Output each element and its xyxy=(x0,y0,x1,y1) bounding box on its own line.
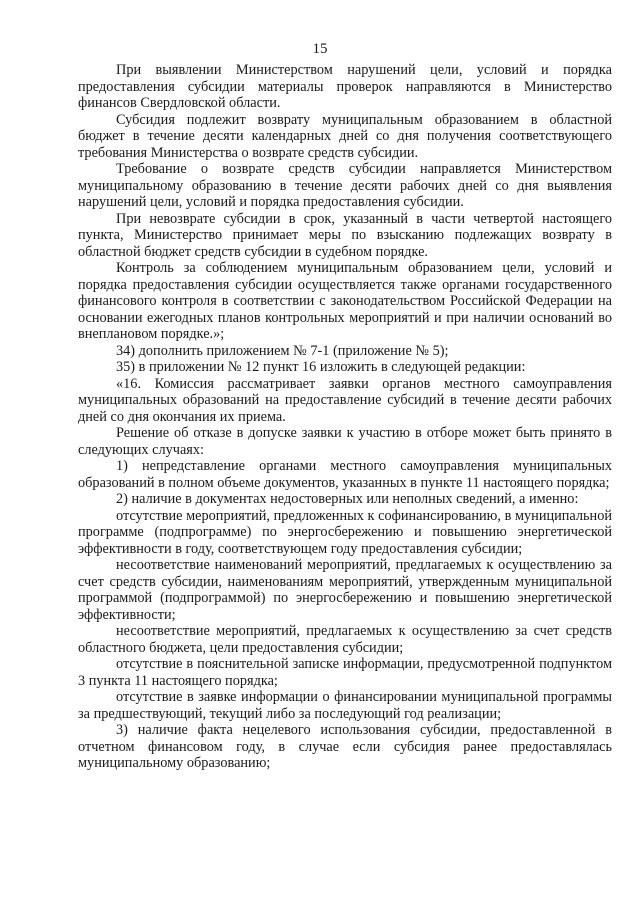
paragraph: несоответствие мероприятий, предлагаемых к осуществлению за счет средств областного бюджета, цели предоставления субсидии; xyxy=(78,623,612,656)
paragraph: При невозврате субсидии в срок, указанный в части четвертой настоящего пункта, Министерство принимает меры по взысканию подлежащих возврату в областной бюджет средств субсидии в судебном порядке. xyxy=(78,210,612,260)
paragraph: 35) в приложении № 12 пункт 16 изложить в следующей редакции: xyxy=(116,359,526,375)
paragraph: 34) дополнить приложением № 7-1 (приложение № 5); xyxy=(116,342,449,359)
paragraph: Контроль за соблюдением муниципальным образованием цели, условий и порядка предоставления субсидии осуществляется также органами государственного финансового контроля в соответствии с законодательством Российской Федерации на основании ежегодных планов контрольных мероприятий и при наличии оснований во внеплановом порядке.»; xyxy=(78,260,612,342)
paragraph: 3) наличие факта нецелевого использования субсидии, предоставленной в отчетном финансовом году, в случае если субсидия ранее предоставлялась муниципальному образованию; xyxy=(78,722,612,771)
page-number: 15 xyxy=(312,41,328,57)
paragraph: отсутствие в заявке информации о финансировании муниципальной программы за предшествующий, текущий либо за последующий год реализации; xyxy=(78,689,612,722)
document-body xyxy=(78,62,612,772)
paragraph: 1) непредставление органами местного самоуправления муниципальных образований в полном объеме документов, указанных в пункте 11 настоящего порядка; xyxy=(78,458,612,491)
paragraph: При выявлении Министерством нарушений цели, условий и порядка предоставления субсидии материалы проверок направляются в Министерство финансов Свердловской области. xyxy=(78,62,612,111)
paragraph: 2) наличие в документах недостоверных или неполных сведений, а именно: xyxy=(116,491,579,507)
paragraph: Субсидия подлежит возврату муниципальным образованием в областной бюджет в течение десяти календарных дней со дня получения соответствующего требования Министерства о возврате средств субсидии. xyxy=(78,111,612,161)
paragraph: «16. Комиссия рассматривает заявки органов местного самоуправления муниципальных образований на предоставление субсидий в течение десяти рабочих дней со дня окончания их приема. xyxy=(78,375,612,425)
paragraph: Требование о возврате средств субсидии направляется Министерством муниципальному образованию в течение десяти рабочих дней со дня выявления нарушений цели, условий и порядка предоставления субсидии. xyxy=(78,161,612,210)
paragraph: несоответствие наименований мероприятий, предлагаемых к осуществлению за счет средств субсидии, наименованиям мероприятий, утвержденным муниципальной программой (подпрограммой) по энергосбережению и повышению энергетической эффективности; xyxy=(78,557,612,623)
paragraph: Решение об отказе в допуске заявки к участию в отборе может быть принято в следующих случаях: xyxy=(78,425,612,458)
paragraph: отсутствие в пояснительной записке информации, предусмотренной подпунктом 3 пункта 11 настоящего порядка; xyxy=(78,656,612,689)
paragraph: отсутствие мероприятий, предложенных к софинансированию, в муниципальной программе (подпрограмме) по энергосбережению и повышению энергетической эффективности в году, соответствующем году предоставления субсидии; xyxy=(78,507,612,557)
